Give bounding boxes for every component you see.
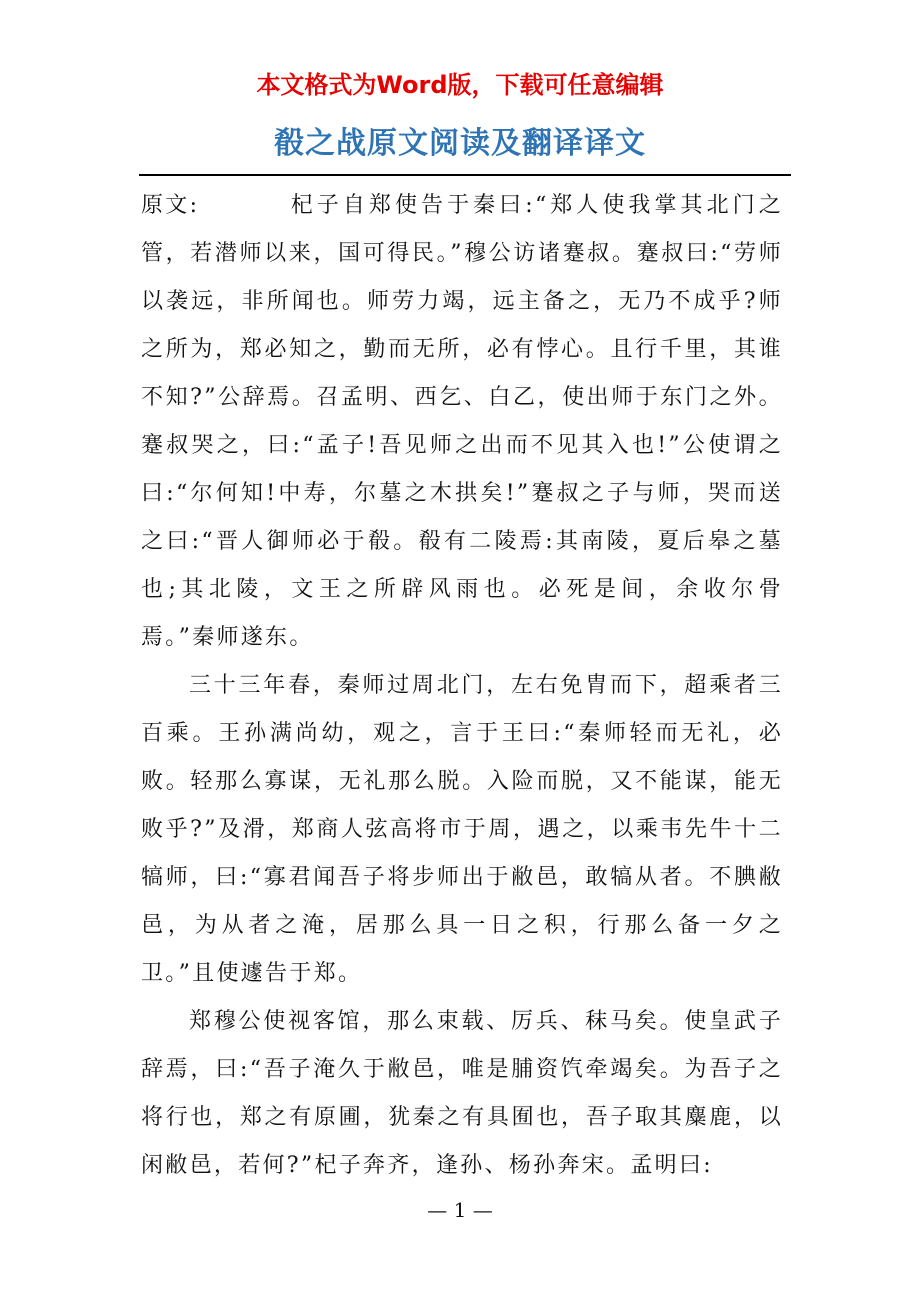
title-rule [139,174,791,176]
paragraph-3: 郑穆公使视客馆，那么束载、厉兵、秣马矣。使皇武子辞焉，曰:“吾子淹久于敝邑，唯是脯资饩牵竭矣。为吾子之将行也，郑之有原圃，犹秦之有具囿也，吾子取其麋鹿，以闲敝邑，若何?”杞子奔齐，逢孙、杨孙奔宋。孟明曰: [141,1009,783,1178]
document-body [141,182,783,1190]
format-banner: 本文格式为Word版，下载可任意编辑 [256,71,664,99]
paragraph-1 [141,182,783,662]
original-text-label: 原文: [141,193,200,218]
paragraph-1-text: 杞子自郑使告于秦曰:“郑人使我掌其北门之管，若潜师以来，国可得民。”穆公访诸蹇叔。蹇叔曰:“劳师以袭远，非所闻也。师劳力竭，远主备之，无乃不成乎?师之所为，郑必知之，勤而无所，必有悖心。且行千里，其谁不知?”公辞焉。召孟明、西乞、白乙，使出师于东门之外。蹇叔哭之，曰:“孟子!吾见师之出而不见其入也!”公使谓之曰:“尔何知!中寿，尔墓之木拱矣!”蹇叔之子与师，哭而送之曰:“晋人御师必于殽。殽有二陵焉:其南陵，夏后皋之墓也;其北陵，文王之所辟风雨也。必死是间，余收尔骨焉。”秦师遂东。 [141,193,783,650]
document-title: 殽之战原文阅读及翻译译文 [274,126,646,161]
page-number: — 1 — [427,1198,493,1222]
paragraph-2: 三十三年春，秦师过周北门，左右免胄而下，超乘者三百乘。王孙满尚幼，观之，言于王曰:“秦师轻而无礼，必败。轻那么寡谋，无礼那么脱。入险而脱，又不能谋，能无败乎?”及滑，郑商人弦高将市于周，遇之，以乘韦先牛十二犒师，曰:“寡君闻吾子将步师出于敝邑，敢犒从者。不腆敝邑，为从者之淹，居那么具一日之积，行那么备一夕之卫。”且使遽告于郑。 [141,673,783,986]
